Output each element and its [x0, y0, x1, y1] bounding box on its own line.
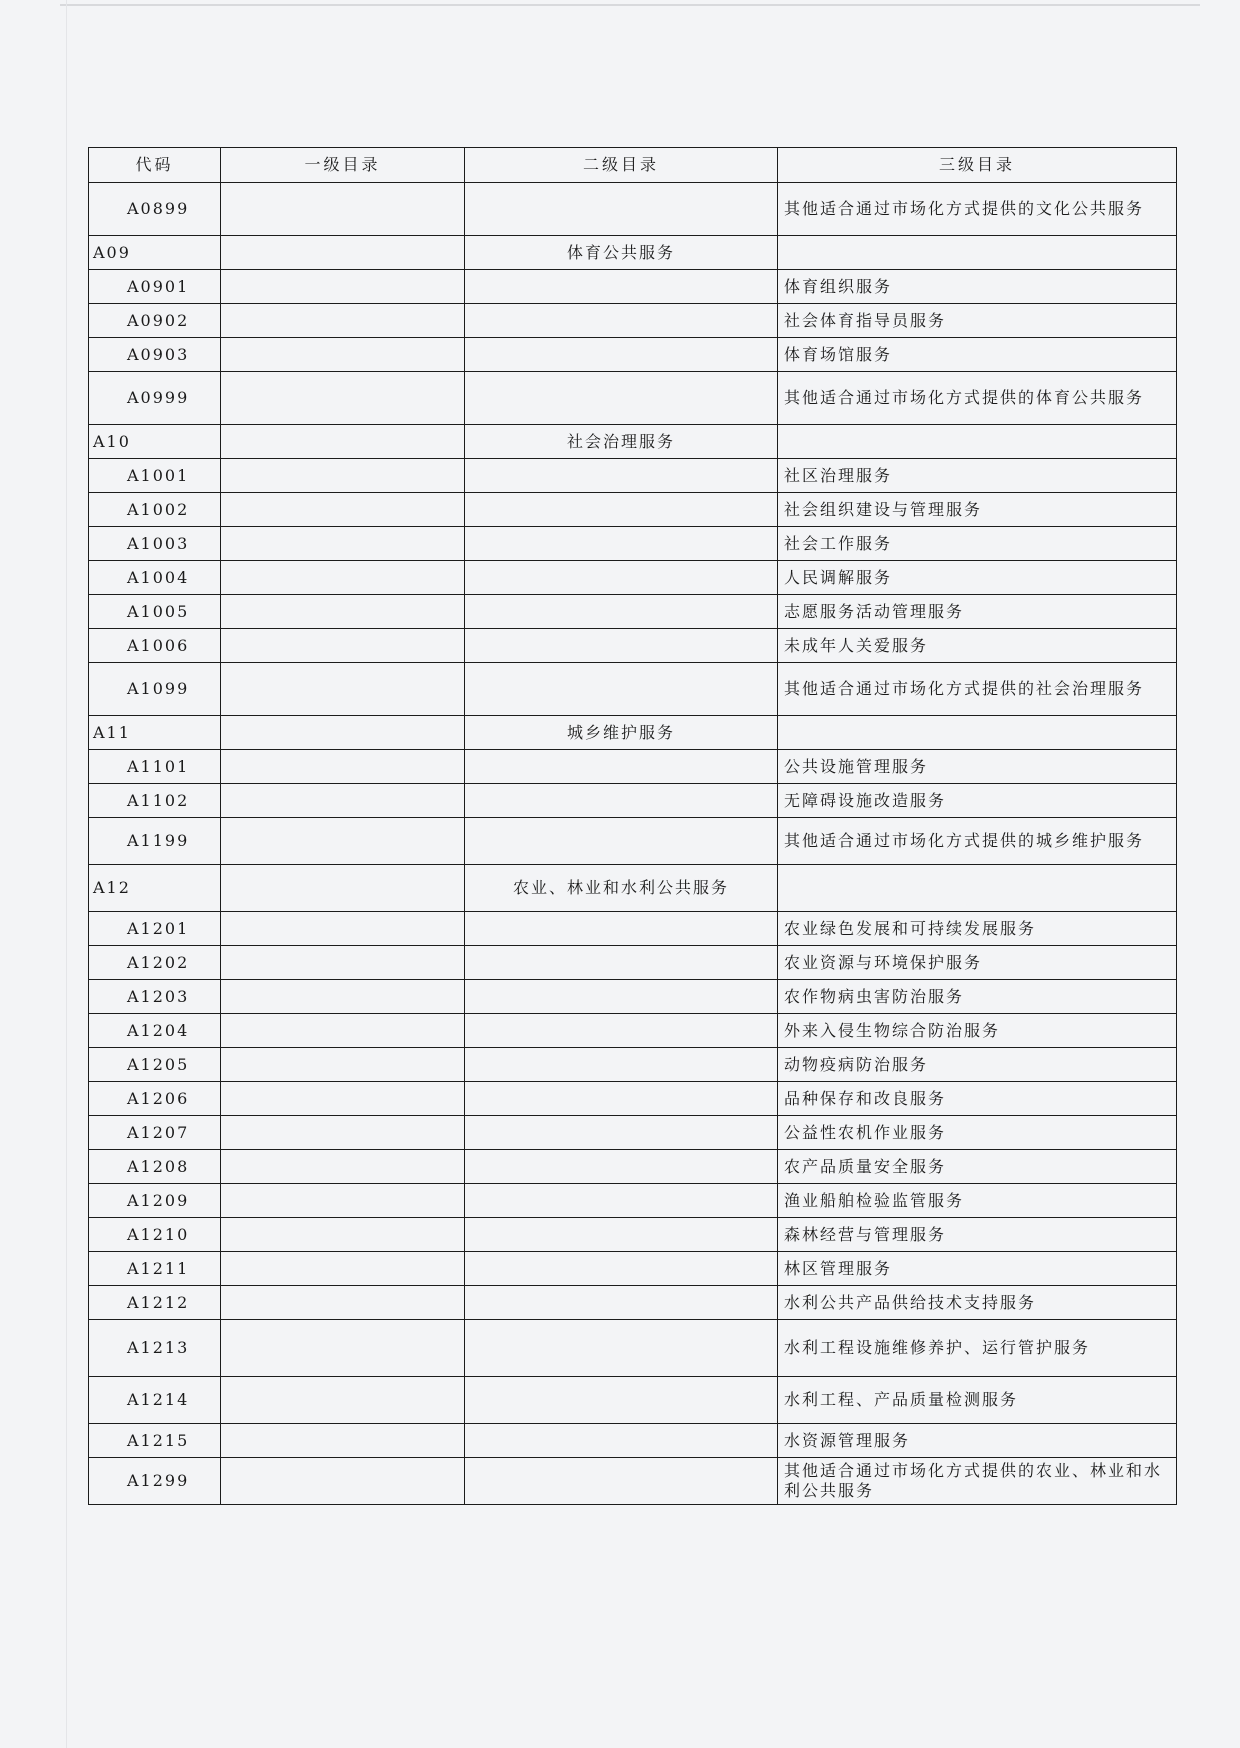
level3-cell: 其他适合通过市场化方式提供的农业、林业和水利公共服务	[778, 1458, 1177, 1505]
level3-cell: 其他适合通过市场化方式提供的体育公共服务	[778, 372, 1177, 425]
table-row	[89, 784, 1177, 818]
level1-cell	[221, 338, 465, 372]
table-row	[89, 1150, 1177, 1184]
code-cell: A1199	[89, 818, 221, 865]
table-row	[89, 595, 1177, 629]
table-row	[89, 1048, 1177, 1082]
table-row	[89, 561, 1177, 595]
level1-cell	[221, 1424, 465, 1458]
code-cell: A09	[89, 236, 221, 270]
code-cell: A0999	[89, 372, 221, 425]
level3-cell: 动物疫病防治服务	[778, 1048, 1177, 1082]
level2-cell	[465, 1424, 778, 1458]
level3-cell: 品种保存和改良服务	[778, 1082, 1177, 1116]
level2-cell	[465, 1116, 778, 1150]
level3-cell: 林区管理服务	[778, 1252, 1177, 1286]
level3-cell: 社会组织建设与管理服务	[778, 493, 1177, 527]
level2-cell	[465, 784, 778, 818]
table-row	[89, 183, 1177, 236]
table-row	[89, 338, 1177, 372]
level2-cell	[465, 1014, 778, 1048]
level3-cell: 森林经营与管理服务	[778, 1218, 1177, 1252]
level3-cell: 农业绿色发展和可持续发展服务	[778, 912, 1177, 946]
table-row	[89, 1218, 1177, 1252]
header-level3: 三级目录	[778, 148, 1177, 183]
level1-cell	[221, 493, 465, 527]
level3-cell: 体育场馆服务	[778, 338, 1177, 372]
code-cell: A1102	[89, 784, 221, 818]
code-cell: A1005	[89, 595, 221, 629]
code-cell: A1203	[89, 980, 221, 1014]
table-row	[89, 1014, 1177, 1048]
table-row	[89, 1377, 1177, 1424]
code-cell: A0899	[89, 183, 221, 236]
level3-cell: 公益性农机作业服务	[778, 1116, 1177, 1150]
code-cell: A1206	[89, 1082, 221, 1116]
level1-cell	[221, 270, 465, 304]
code-cell: A1211	[89, 1252, 221, 1286]
level2-cell	[465, 912, 778, 946]
level1-cell	[221, 1377, 465, 1424]
code-cell: A1099	[89, 663, 221, 716]
service-catalog-table	[88, 147, 1177, 1505]
level2-cell: 农业、林业和水利公共服务	[465, 865, 778, 912]
level1-cell	[221, 663, 465, 716]
category-row	[89, 865, 1177, 912]
table-row	[89, 818, 1177, 865]
header-level2: 二级目录	[465, 148, 778, 183]
level2-cell: 体育公共服务	[465, 236, 778, 270]
level2-cell	[465, 595, 778, 629]
table-row	[89, 663, 1177, 716]
level3-cell: 其他适合通过市场化方式提供的社会治理服务	[778, 663, 1177, 716]
level2-cell	[465, 459, 778, 493]
table-row	[89, 946, 1177, 980]
table-row	[89, 493, 1177, 527]
level3-cell: 体育组织服务	[778, 270, 1177, 304]
table-row	[89, 912, 1177, 946]
level1-cell	[221, 1082, 465, 1116]
level3-cell: 无障碍设施改造服务	[778, 784, 1177, 818]
table-row	[89, 527, 1177, 561]
level1-cell	[221, 629, 465, 663]
table-row	[89, 1184, 1177, 1218]
level1-cell	[221, 1184, 465, 1218]
level1-cell	[221, 818, 465, 865]
level2-cell: 城乡维护服务	[465, 716, 778, 750]
table-header-row	[89, 148, 1177, 183]
code-cell: A1003	[89, 527, 221, 561]
level1-cell	[221, 980, 465, 1014]
level2-cell	[465, 1252, 778, 1286]
level3-cell: 水利工程设施维修养护、运行管护服务	[778, 1320, 1177, 1377]
code-cell: A10	[89, 425, 221, 459]
level2-cell	[465, 1377, 778, 1424]
level3-cell	[778, 236, 1177, 270]
level1-cell	[221, 1116, 465, 1150]
level1-cell	[221, 459, 465, 493]
code-cell: A1002	[89, 493, 221, 527]
level3-cell: 社会工作服务	[778, 527, 1177, 561]
level3-cell	[778, 716, 1177, 750]
level1-cell	[221, 304, 465, 338]
level1-cell	[221, 236, 465, 270]
level1-cell	[221, 750, 465, 784]
table-row	[89, 1252, 1177, 1286]
level1-cell	[221, 784, 465, 818]
level3-cell: 其他适合通过市场化方式提供的文化公共服务	[778, 183, 1177, 236]
table-body	[89, 183, 1177, 1505]
table-row	[89, 1286, 1177, 1320]
code-cell: A1001	[89, 459, 221, 493]
level3-cell	[778, 865, 1177, 912]
level3-cell	[778, 425, 1177, 459]
code-cell: A1004	[89, 561, 221, 595]
code-cell: A1202	[89, 946, 221, 980]
level2-cell	[465, 1048, 778, 1082]
code-cell: A1212	[89, 1286, 221, 1320]
level1-cell	[221, 527, 465, 561]
level2-cell	[465, 1082, 778, 1116]
level2-cell	[465, 980, 778, 1014]
level1-cell	[221, 1150, 465, 1184]
level2-cell	[465, 1286, 778, 1320]
category-row	[89, 236, 1177, 270]
level2-cell	[465, 183, 778, 236]
level2-cell	[465, 527, 778, 561]
level3-cell: 其他适合通过市场化方式提供的城乡维护服务	[778, 818, 1177, 865]
code-cell: A1210	[89, 1218, 221, 1252]
scan-artifact	[60, 4, 1200, 6]
level1-cell	[221, 561, 465, 595]
level1-cell	[221, 1458, 465, 1505]
level1-cell	[221, 912, 465, 946]
table-row	[89, 372, 1177, 425]
level1-cell	[221, 1286, 465, 1320]
level1-cell	[221, 946, 465, 980]
code-cell: A1101	[89, 750, 221, 784]
code-cell: A1201	[89, 912, 221, 946]
level1-cell	[221, 1320, 465, 1377]
table-row	[89, 1424, 1177, 1458]
table-row	[89, 304, 1177, 338]
level3-cell: 渔业船舶检验监管服务	[778, 1184, 1177, 1218]
category-row	[89, 425, 1177, 459]
level2-cell	[465, 372, 778, 425]
level2-cell	[465, 818, 778, 865]
level2-cell	[465, 629, 778, 663]
table-row	[89, 750, 1177, 784]
level2-cell	[465, 946, 778, 980]
level3-cell: 未成年人关爱服务	[778, 629, 1177, 663]
level2-cell	[465, 304, 778, 338]
level1-cell	[221, 865, 465, 912]
level1-cell	[221, 595, 465, 629]
level2-cell	[465, 1320, 778, 1377]
table-row	[89, 1082, 1177, 1116]
code-cell: A1299	[89, 1458, 221, 1505]
level3-cell: 农产品质量安全服务	[778, 1150, 1177, 1184]
table-row	[89, 1116, 1177, 1150]
level3-cell: 社会体育指导员服务	[778, 304, 1177, 338]
level2-cell	[465, 338, 778, 372]
code-cell: A1207	[89, 1116, 221, 1150]
table-row	[89, 270, 1177, 304]
code-cell: A1214	[89, 1377, 221, 1424]
level1-cell	[221, 372, 465, 425]
level3-cell: 水利工程、产品质量检测服务	[778, 1377, 1177, 1424]
code-cell: A11	[89, 716, 221, 750]
code-cell: A0902	[89, 304, 221, 338]
level3-cell: 公共设施管理服务	[778, 750, 1177, 784]
code-cell: A1215	[89, 1424, 221, 1458]
level2-cell	[465, 1458, 778, 1505]
level3-cell: 水资源管理服务	[778, 1424, 1177, 1458]
level1-cell	[221, 1014, 465, 1048]
table-row	[89, 629, 1177, 663]
level1-cell	[221, 1218, 465, 1252]
code-cell: A1204	[89, 1014, 221, 1048]
level1-cell	[221, 1048, 465, 1082]
level2-cell	[465, 1218, 778, 1252]
level2-cell	[465, 663, 778, 716]
level2-cell: 社会治理服务	[465, 425, 778, 459]
table-row	[89, 459, 1177, 493]
header-level1: 一级目录	[221, 148, 465, 183]
level2-cell	[465, 493, 778, 527]
level3-cell: 农作物病虫害防治服务	[778, 980, 1177, 1014]
level2-cell	[465, 561, 778, 595]
level3-cell: 志愿服务活动管理服务	[778, 595, 1177, 629]
code-cell: A1209	[89, 1184, 221, 1218]
level2-cell	[465, 270, 778, 304]
level3-cell: 水利公共产品供给技术支持服务	[778, 1286, 1177, 1320]
level2-cell	[465, 750, 778, 784]
level2-cell	[465, 1150, 778, 1184]
header-code: 代码	[89, 148, 221, 183]
level3-cell: 社区治理服务	[778, 459, 1177, 493]
table-row	[89, 1458, 1177, 1505]
category-row	[89, 716, 1177, 750]
level2-cell	[465, 1184, 778, 1218]
level1-cell	[221, 1252, 465, 1286]
table-row	[89, 980, 1177, 1014]
code-cell: A0903	[89, 338, 221, 372]
code-cell: A0901	[89, 270, 221, 304]
code-cell: A1205	[89, 1048, 221, 1082]
level1-cell	[221, 425, 465, 459]
level3-cell: 人民调解服务	[778, 561, 1177, 595]
code-cell: A12	[89, 865, 221, 912]
code-cell: A1208	[89, 1150, 221, 1184]
scan-edge	[66, 0, 67, 1748]
level3-cell: 农业资源与环境保护服务	[778, 946, 1177, 980]
code-cell: A1213	[89, 1320, 221, 1377]
level1-cell	[221, 183, 465, 236]
table-row	[89, 1320, 1177, 1377]
level1-cell	[221, 716, 465, 750]
code-cell: A1006	[89, 629, 221, 663]
level3-cell: 外来入侵生物综合防治服务	[778, 1014, 1177, 1048]
